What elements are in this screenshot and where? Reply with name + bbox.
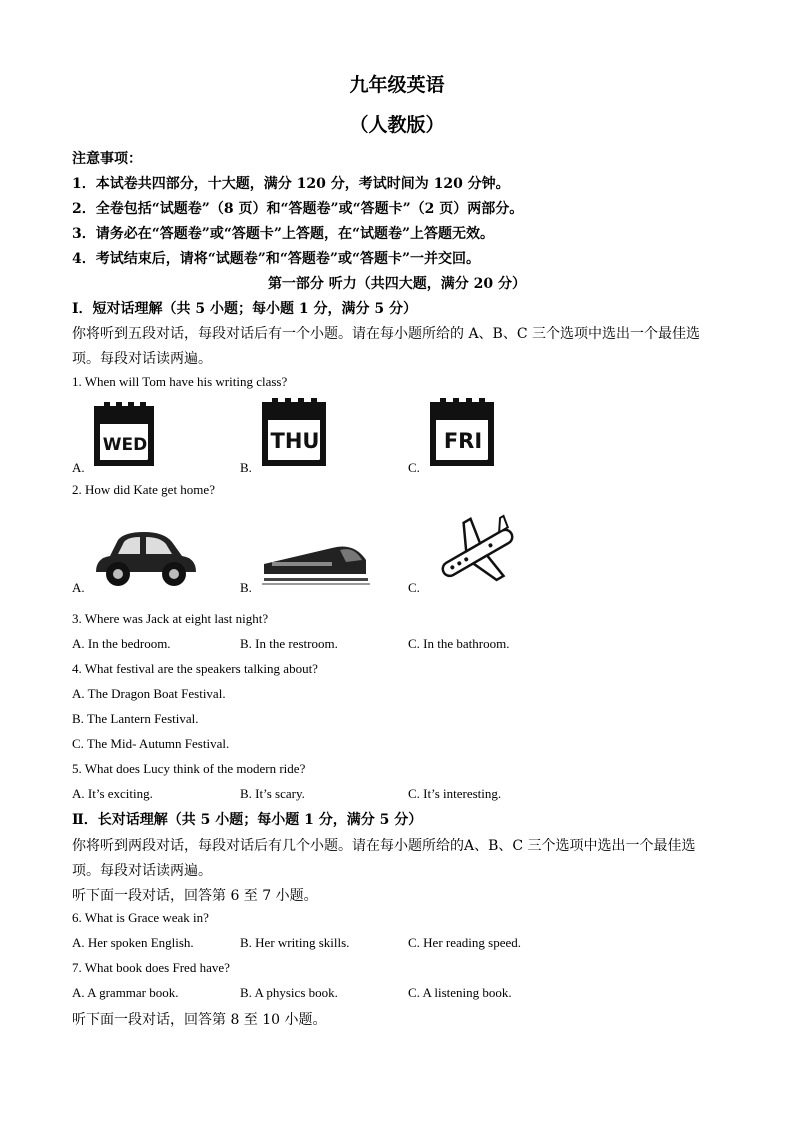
notes-heading: 注意事项：: [72, 151, 142, 167]
option-c: C. The Mid- Autumn Festival.: [72, 736, 230, 751]
question-2: 2. How did Kate get home?: [72, 482, 215, 497]
option-c: C. In the bathroom.: [408, 636, 510, 651]
option-c: C. A listening book.: [408, 985, 512, 1000]
option-a-label: A.: [72, 460, 85, 475]
option-a: A. In the bedroom.: [72, 636, 171, 651]
section-instructions: 你将听到两段对话，每段对话后有几个小题。请在每小题所给的A、B、C 三个选项中选出一个最佳选: [72, 838, 696, 854]
note-item: 4．考试结束后，请将“试题卷”和“答题卷”或“答题卡”一并交回。: [72, 251, 481, 267]
question-3: 3. Where was Jack at eight last night?: [72, 611, 269, 626]
train-icon: [262, 534, 370, 588]
question-4: 4. What festival are the speakers talking about?: [72, 661, 318, 676]
option-a-label: A.: [72, 580, 85, 595]
calendar-label: FRI: [443, 429, 483, 453]
car-icon: [92, 528, 200, 590]
note-item: 3．请务必在“答题卷”或“答题卡”上答题，在“试题卷”上答题无效。: [72, 226, 495, 242]
airplane-icon: [434, 514, 520, 590]
listen-instruction: 听下面一段对话，回答第 8 至 10 小题。: [72, 1012, 327, 1028]
calendar-fri-icon: [428, 398, 498, 472]
option-c: C. It’s interesting.: [408, 786, 502, 801]
option-b: B. A physics book.: [240, 985, 338, 1000]
section-instructions: 你将听到五段对话，每段对话后有一个小题。请在每小题所给的 A、B、C 三个选项中选出一个最佳选: [72, 326, 701, 342]
option-b: B. The Lantern Festival.: [72, 711, 199, 726]
option-b: B. In the restroom.: [240, 636, 338, 651]
listen-instruction: 听下面一段对话，回答第 6 至 7 小题。: [72, 888, 318, 904]
question-5: 5. What does Lucy think of the modern ride?: [72, 761, 306, 776]
option-c: C. Her reading speed.: [408, 935, 521, 950]
part-heading: 第一部分 听力（共四大题，满分 20 分）: [267, 276, 527, 292]
calendar-thu-icon: [260, 398, 330, 472]
option-b-label: B.: [240, 460, 252, 475]
calendar-label: WED: [102, 435, 148, 455]
option-a: A. The Dragon Boat Festival.: [72, 686, 226, 701]
question-6: 6. What is Grace weak in?: [72, 910, 209, 925]
note-item: 1．本试卷共四部分，十大题，满分 120 分，考试时间为 120 分钟。: [72, 176, 510, 192]
option-c-label: C.: [408, 460, 420, 475]
question-1: 1. When will Tom have his writing class?: [72, 374, 288, 389]
section-heading: Ⅱ．长对话理解（共 5 小题；每小题 1 分，满分 5 分）: [72, 812, 423, 828]
calendar-wed-icon: [92, 402, 158, 472]
option-b-label: B.: [240, 580, 252, 595]
page-subtitle: （人教版）: [349, 114, 445, 136]
page-title: 九年级英语: [349, 74, 445, 96]
option-b: B. It’s scary.: [240, 786, 305, 801]
note-item: 2．全卷包括“试题卷”（8 页）和“答题卷”或“答题卡”（2 页）两部分。: [72, 201, 524, 217]
calendar-label: THU: [270, 429, 320, 453]
section-instructions: 项。每段对话读两遍。: [72, 351, 212, 367]
option-a: A. It’s exciting.: [72, 786, 153, 801]
section-heading: I．短对话理解（共 5 小题；每小题 1 分，满分 5 分）: [72, 301, 418, 317]
option-c-label: C.: [408, 580, 420, 595]
option-a: A. Her spoken English.: [72, 935, 194, 950]
section-instructions: 项。每段对话读两遍。: [72, 863, 212, 879]
question-7: 7. What book does Fred have?: [72, 960, 230, 975]
option-a: A. A grammar book.: [72, 985, 179, 1000]
option-b: B. Her writing skills.: [240, 935, 350, 950]
